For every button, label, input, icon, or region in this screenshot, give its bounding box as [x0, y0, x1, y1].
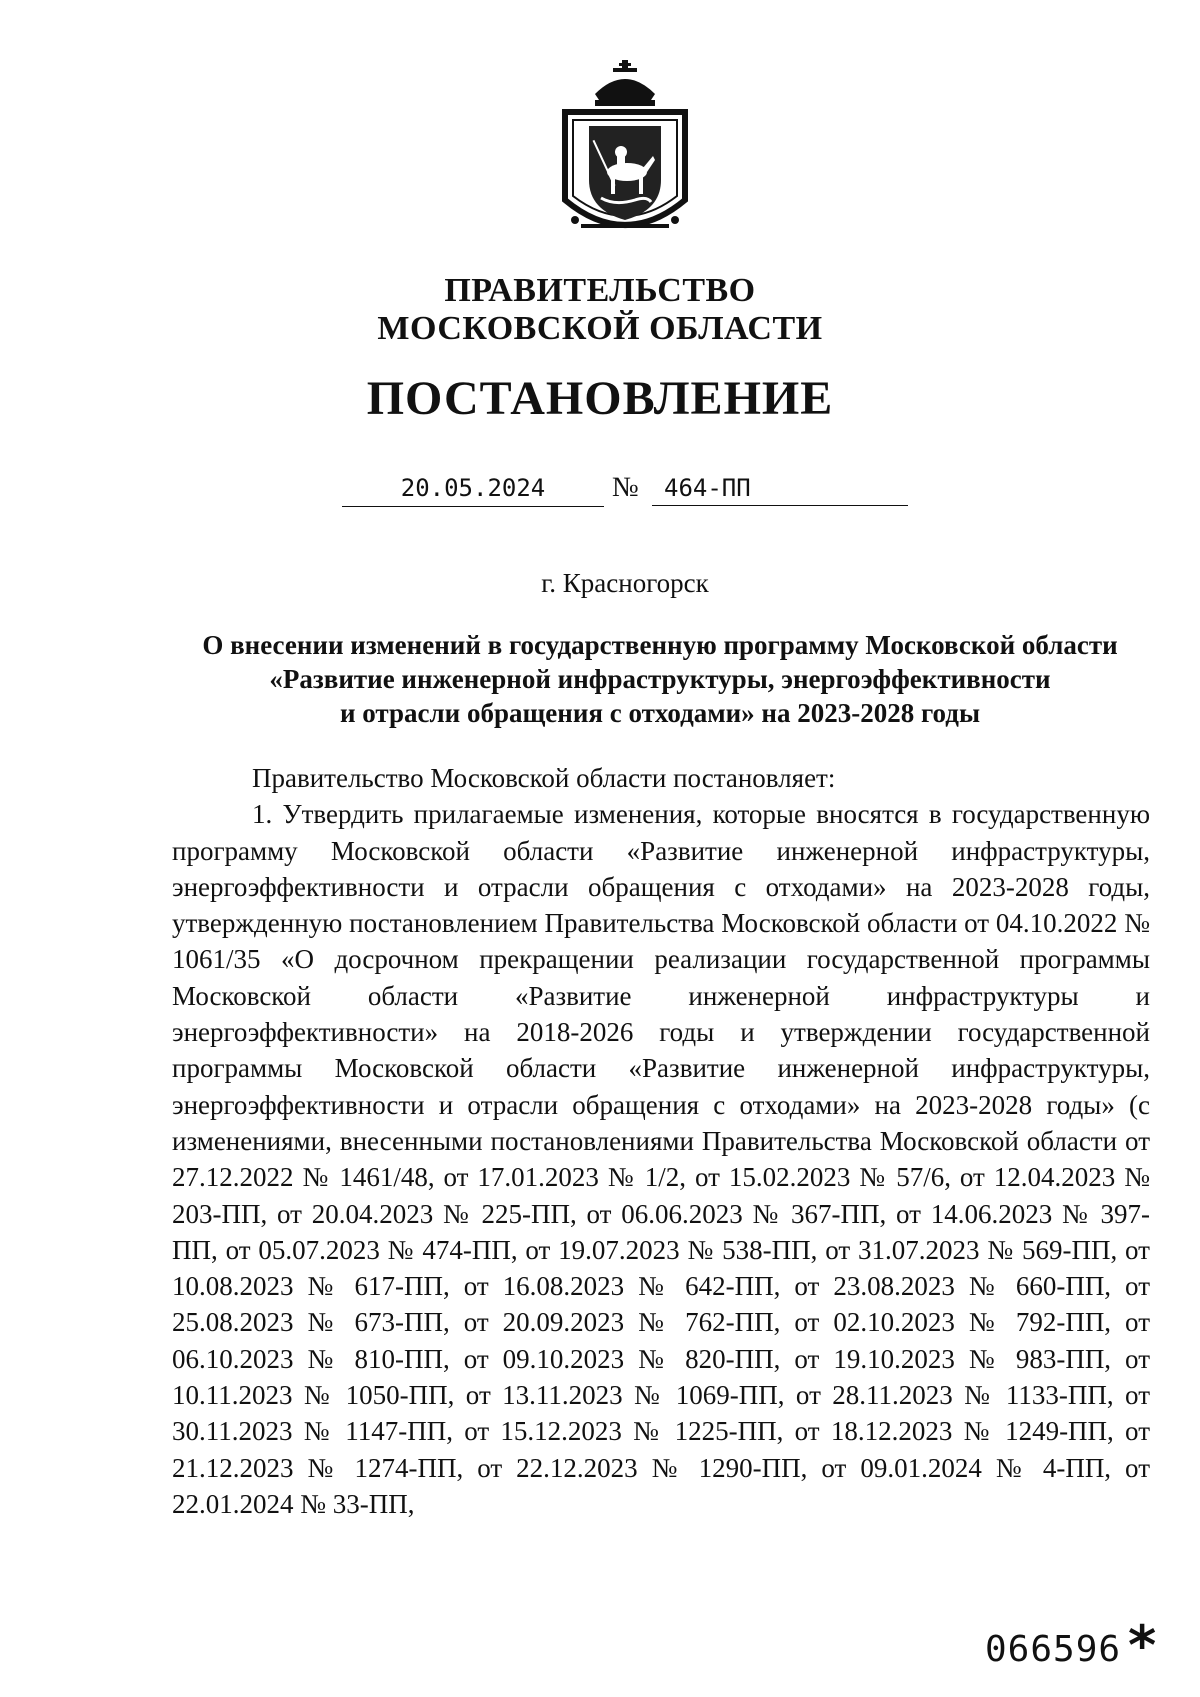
subject-line-2: «Развитие инженерной инфраструктуры, энергоэффективности: [269, 664, 1051, 694]
document-type-title: ПОСТАНОВЛЕНИЕ: [366, 372, 834, 425]
coat-of-arms-emblem: [555, 60, 695, 240]
document-body: [172, 760, 1150, 1522]
body-intro: Правительство Московской области постановляет:: [252, 763, 836, 793]
document-date: 20.05.2024: [342, 470, 604, 507]
crown-icon: [595, 60, 655, 106]
subject-line-1: О внесении изменений в государственную программу Московской области: [202, 630, 1118, 660]
government-title-line-1: ПРАВИТЕЛЬСТВО: [444, 272, 756, 309]
government-title-line-2: МОСКОВСКОЙ ОБЛАСТИ: [377, 310, 823, 347]
subject-line-3: и отрасли обращения с отходами» на 2023-2028 годы: [339, 698, 981, 728]
document-number: 464-ПП: [652, 470, 908, 506]
asterisk-mark: *: [1128, 1614, 1157, 1677]
document-subject: [160, 628, 1160, 730]
city-name: г. Красногорск: [541, 568, 709, 598]
body-paragraph-1: 1. Утвердить прилагаемые изменения, которые вносятся в государственную программу Московской области «Развитие инженерной инфраструктуры, энергоэффективности и отрасли обращения с отходами» на 2023-2028 годы, утвержденную постановлением Правительства Московской области от 04.10.2022 № 1061/35 «О досрочном прекращении реализации государственной программы Московской области «Развитие инженерной инфраструктуры и энергоэффективности» на 2018-2026 годы и утверждении государственной программы Московской области «Развитие инженерной инфраструктуры, энергоэффективности и отрасли обращения с отходами» на 2023-2028 годы» (с изменениями, внесенными постановлениями Правительства Московской области от 27.12.2022 № 1461/48, от 17.01.2023 № 1/2, от 15.02.2023 № 57/6, от 12.04.2023 № 203-ПП, от 20.04.2023 № 225-ПП, от 06.06.2023 № 367-ПП, от 14.06.2023 № 397-ПП, от 05.07.2023 № 474-ПП, от 19.07.2023 № 538-ПП, от 31.07.2023 № 569-ПП, от 10.08.2023 № 617-ПП, от 16.08.2023 № 642-ПП, от 23.08.2023 № 660-ПП, от 25.08.2023 № 673-ПП, от 20.09.2023 № 762-ПП, от 02.10.2023 № 792-ПП, от 06.10.2023 № 810-ПП, от 09.10.2023 № 820-ПП, от 19.10.2023 № 983-ПП, от 10.11.2023 № 1050-ПП, от 13.11.2023 № 1069-ПП, от 28.11.2023 № 1133-ПП, от 30.11.2023 № 1147-ПП, от 15.12.2023 № 1225-ПП, от 18.12.2023 № 1249-ПП, от 21.12.2023 № 1274-ПП, от 22.12.2023 № 1290-ПП, от 09.01.2024 № 4-ПП, от 22.01.2024 № 33-ПП,: [172, 799, 1150, 1519]
number-sign: №: [612, 472, 639, 503]
serial-number: 066596: [985, 1629, 1122, 1670]
